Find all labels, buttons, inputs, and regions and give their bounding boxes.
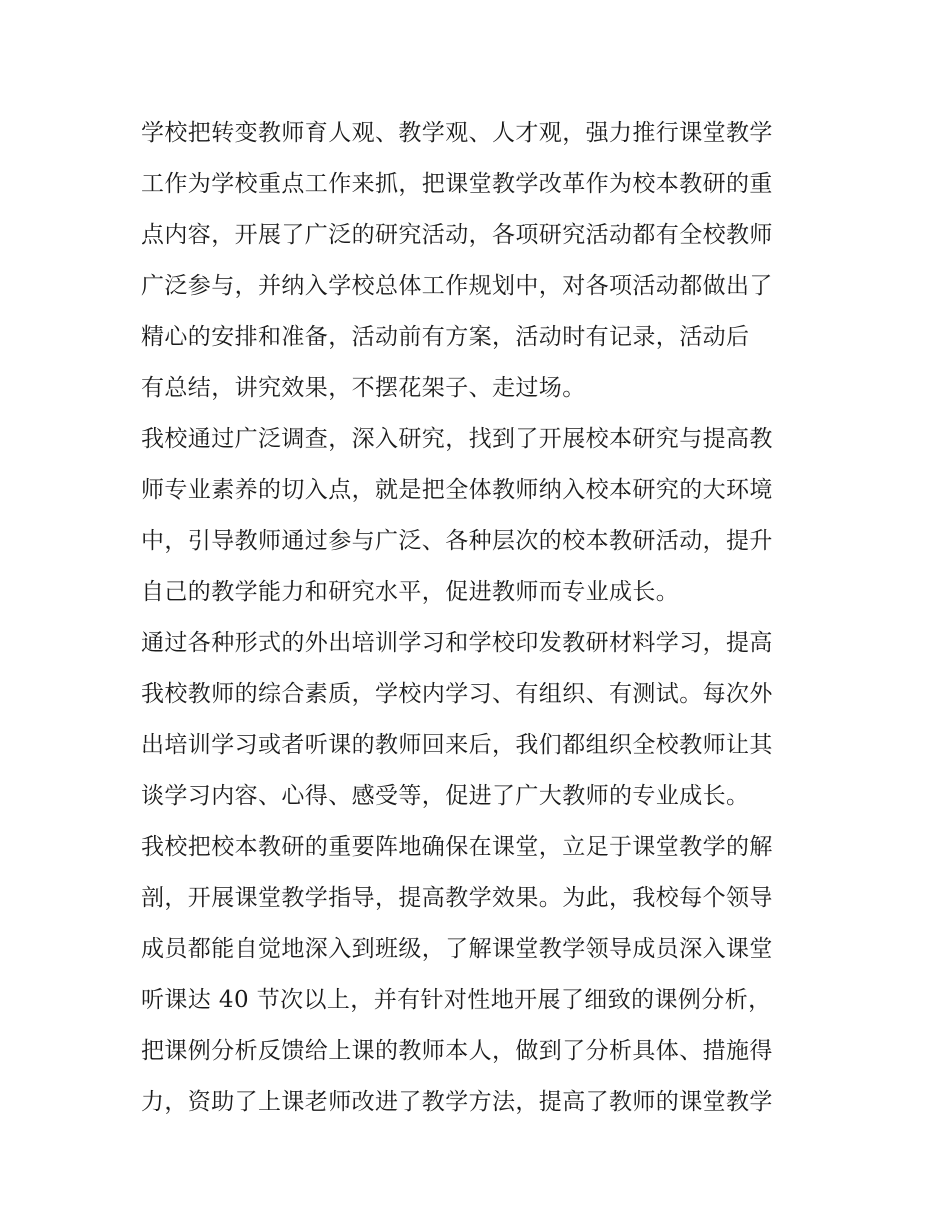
text-line: 剖，开展课堂教学指导，提高教学效果。为此，我校每个领导 — [141, 885, 773, 911]
text-line: 通过各种形式的外出培训学习和学校印发教研材料学习，提高 — [141, 630, 773, 656]
text-line: 成员都能自觉地深入到班级，了解课堂教学领导成员深入课堂 — [141, 936, 773, 962]
text-line: 有总结，讲究效果，不摆花架子、走过场。 — [141, 375, 586, 401]
text-line: 精心的安排和准备，活动前有方案，活动时有记录，活动后 — [141, 324, 750, 350]
text-line: 学校把转变教师育人观、教学观、人才观，强力推行课堂教学 — [141, 120, 773, 146]
text-line: 我校教师的综合素质，学校内学习、有组织、有测试。每次外 — [141, 681, 773, 707]
text-line: 力，资助了上课老师改进了教学方法，提高了教师的课堂教学 — [141, 1089, 773, 1115]
text-line: 自己的教学能力和研究水平，促进教师而专业成长。 — [141, 579, 680, 605]
text-line: 工作为学校重点工作来抓，把课堂教学改革作为校本教研的重 — [141, 171, 773, 197]
text-line: 我校把校本教研的重要阵地确保在课堂，立足于课堂教学的解 — [141, 834, 773, 860]
text-line: 我校通过广泛调查，深入研究，找到了开展校本研究与提高教 — [141, 426, 773, 452]
text-line: 中，引导教师通过参与广泛、各种层次的校本教研活动，提升 — [141, 528, 773, 554]
text-line: 广泛参与，并纳入学校总体工作规划中，对各项活动都做出了 — [141, 273, 773, 299]
text-line: 出培训学习或者听课的教师回来后，我们都组织全校教师让其 — [141, 732, 773, 758]
text-line: 点内容，开展了广泛的研究活动，各项研究活动都有全校教师 — [141, 222, 773, 248]
text-line: 谈学习内容、心得、感受等，促进了广大教师的专业成长。 — [141, 783, 750, 809]
text-line: 把课例分析反馈给上课的教师本人，做到了分析具体、措施得 — [141, 1038, 773, 1064]
body-text — [141, 108, 821, 1128]
text-line: 听课达 40 节次以上，并有针对性地开展了细致的课例分析， — [141, 987, 772, 1013]
text-line: 师专业素养的切入点，就是把全体教师纳入校本研究的大环境 — [141, 477, 773, 503]
